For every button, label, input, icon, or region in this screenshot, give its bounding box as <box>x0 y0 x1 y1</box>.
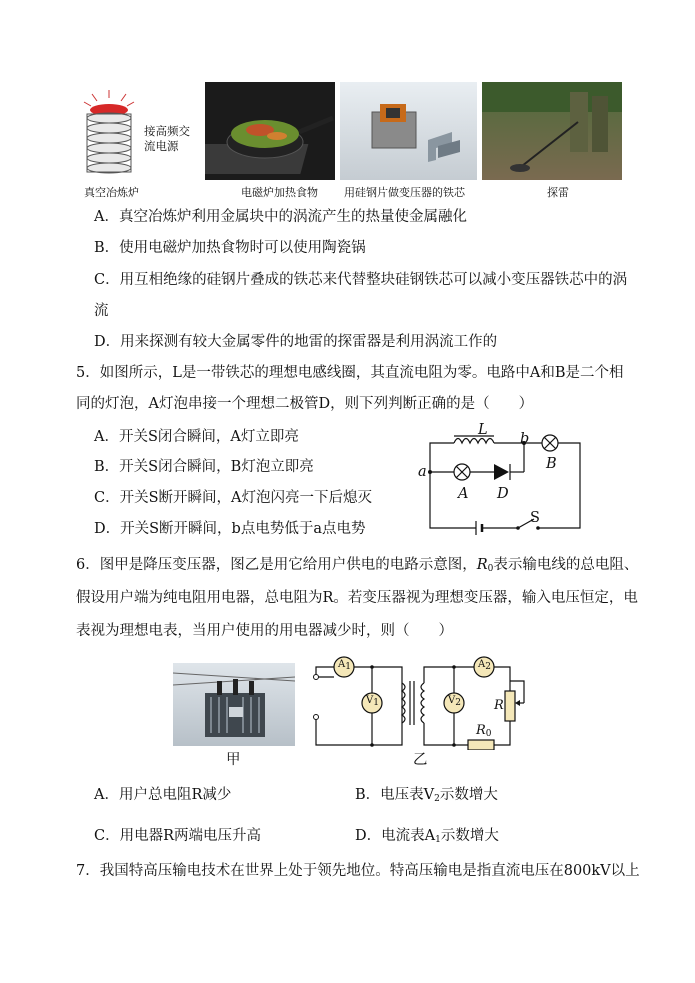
q5-option-d: D．开关S断开瞬间，b点电势低于a点电势 <box>94 521 366 537</box>
q6-option-d: D．电流表$A_1$示数增大 <box>355 828 499 845</box>
caption-mine: 探雷 <box>547 186 569 199</box>
q5-label-lamp-b: B <box>546 456 557 472</box>
q5-label-lamp-a: A <box>458 486 469 502</box>
q6-option-b: B．电压表$V_2$示数增大 <box>355 787 498 804</box>
q7-stem-line1: 7．我国特高压输电技术在世界上处于领先地位。特高压输电是指直流电压在800kV以上 <box>76 863 640 879</box>
furnace-power-label: 接高频交 流电源 <box>144 124 190 153</box>
transformer-core-photo <box>340 82 477 180</box>
q5-option-b: B．开关S闭合瞬间，B灯泡立即亮 <box>94 459 314 475</box>
mine-detector-photo <box>482 82 622 180</box>
meter-a2-label: $A_2$ <box>478 659 491 672</box>
caption-furnace: 真空冶炼炉 <box>84 186 139 199</box>
vacuum-furnace-illustration <box>78 88 140 180</box>
q4-option-d: D．用来探测有较大金属零件的地雷的探雷器是利用涡流工作的 <box>94 334 498 350</box>
induction-cooker-photo <box>205 82 335 180</box>
q5-stem-line1: 5．如图所示，L是一带铁芯的理想电感线圈，其直流电阻为零。电路中A和B是二个相 <box>76 365 624 381</box>
q6-option-c: C．用电器R两端电压升高 <box>94 828 262 844</box>
q6-stem-line3: 表视为理想电表，当用户使用的用电器减少时，则（ ） <box>76 623 453 639</box>
caption-cooker: 电磁炉加热食物 <box>241 186 318 199</box>
fig-yi-label: 乙 <box>413 752 428 768</box>
q5-stem-line2: 同的灯泡，A灯泡串接一个理想二极管D，则下列判断正确的是（ ） <box>76 396 534 412</box>
meter-v2-label: $V_2$ <box>448 695 461 708</box>
meter-v1-label: $V_1$ <box>366 695 379 708</box>
q5-circuit-diagram <box>414 420 590 535</box>
resistor-r0-label: $R_0$ <box>476 723 492 739</box>
q6-stem-line1: 6．图甲是降压变压器，图乙是用它给用户供电的电路示意图，$R_0$表示输电线的总电阻、 <box>76 557 639 574</box>
caption-transformer: 用硅钢片做变压器的铁芯 <box>344 186 465 199</box>
resistor-r-label: R <box>494 698 504 713</box>
q4-option-b: B．使用电磁炉加热食物时可以使用陶瓷锅 <box>94 240 366 256</box>
q6-option-a: A．用户总电阻R减少 <box>94 787 232 803</box>
q4-option-c-line2: 流 <box>94 303 109 319</box>
q4-option-c-line1: C．用互相绝缘的硅钢片叠成的铁芯来代替整块硅钢铁芯可以减小变压器铁芯中的涡 <box>94 272 628 288</box>
q5-option-a: A．开关S闭合瞬间，A灯立即亮 <box>94 429 299 445</box>
q5-label-diode: D <box>497 486 509 502</box>
q5-label-a-point: a <box>418 464 427 480</box>
q5-label-l: L <box>478 422 488 438</box>
q5-label-switch: S <box>530 510 540 526</box>
fig-jia-label: 甲 <box>226 752 241 768</box>
q4-option-a: A．真空冶炼炉利用金属块中的涡流产生的热量使金属融化 <box>94 209 467 225</box>
meter-a1-label: $A_1$ <box>338 659 351 672</box>
step-down-transformer-photo <box>173 663 295 746</box>
q5-label-b-point: b <box>520 431 530 447</box>
q5-option-c: C．开关S断开瞬间，A灯泡闪亮一下后熄灭 <box>94 490 372 506</box>
q6-stem-line2: 假设用户端为纯电阻用电器，总电阻为R。若变压器视为理想变压器，输入电压恒定，电 <box>76 590 638 606</box>
